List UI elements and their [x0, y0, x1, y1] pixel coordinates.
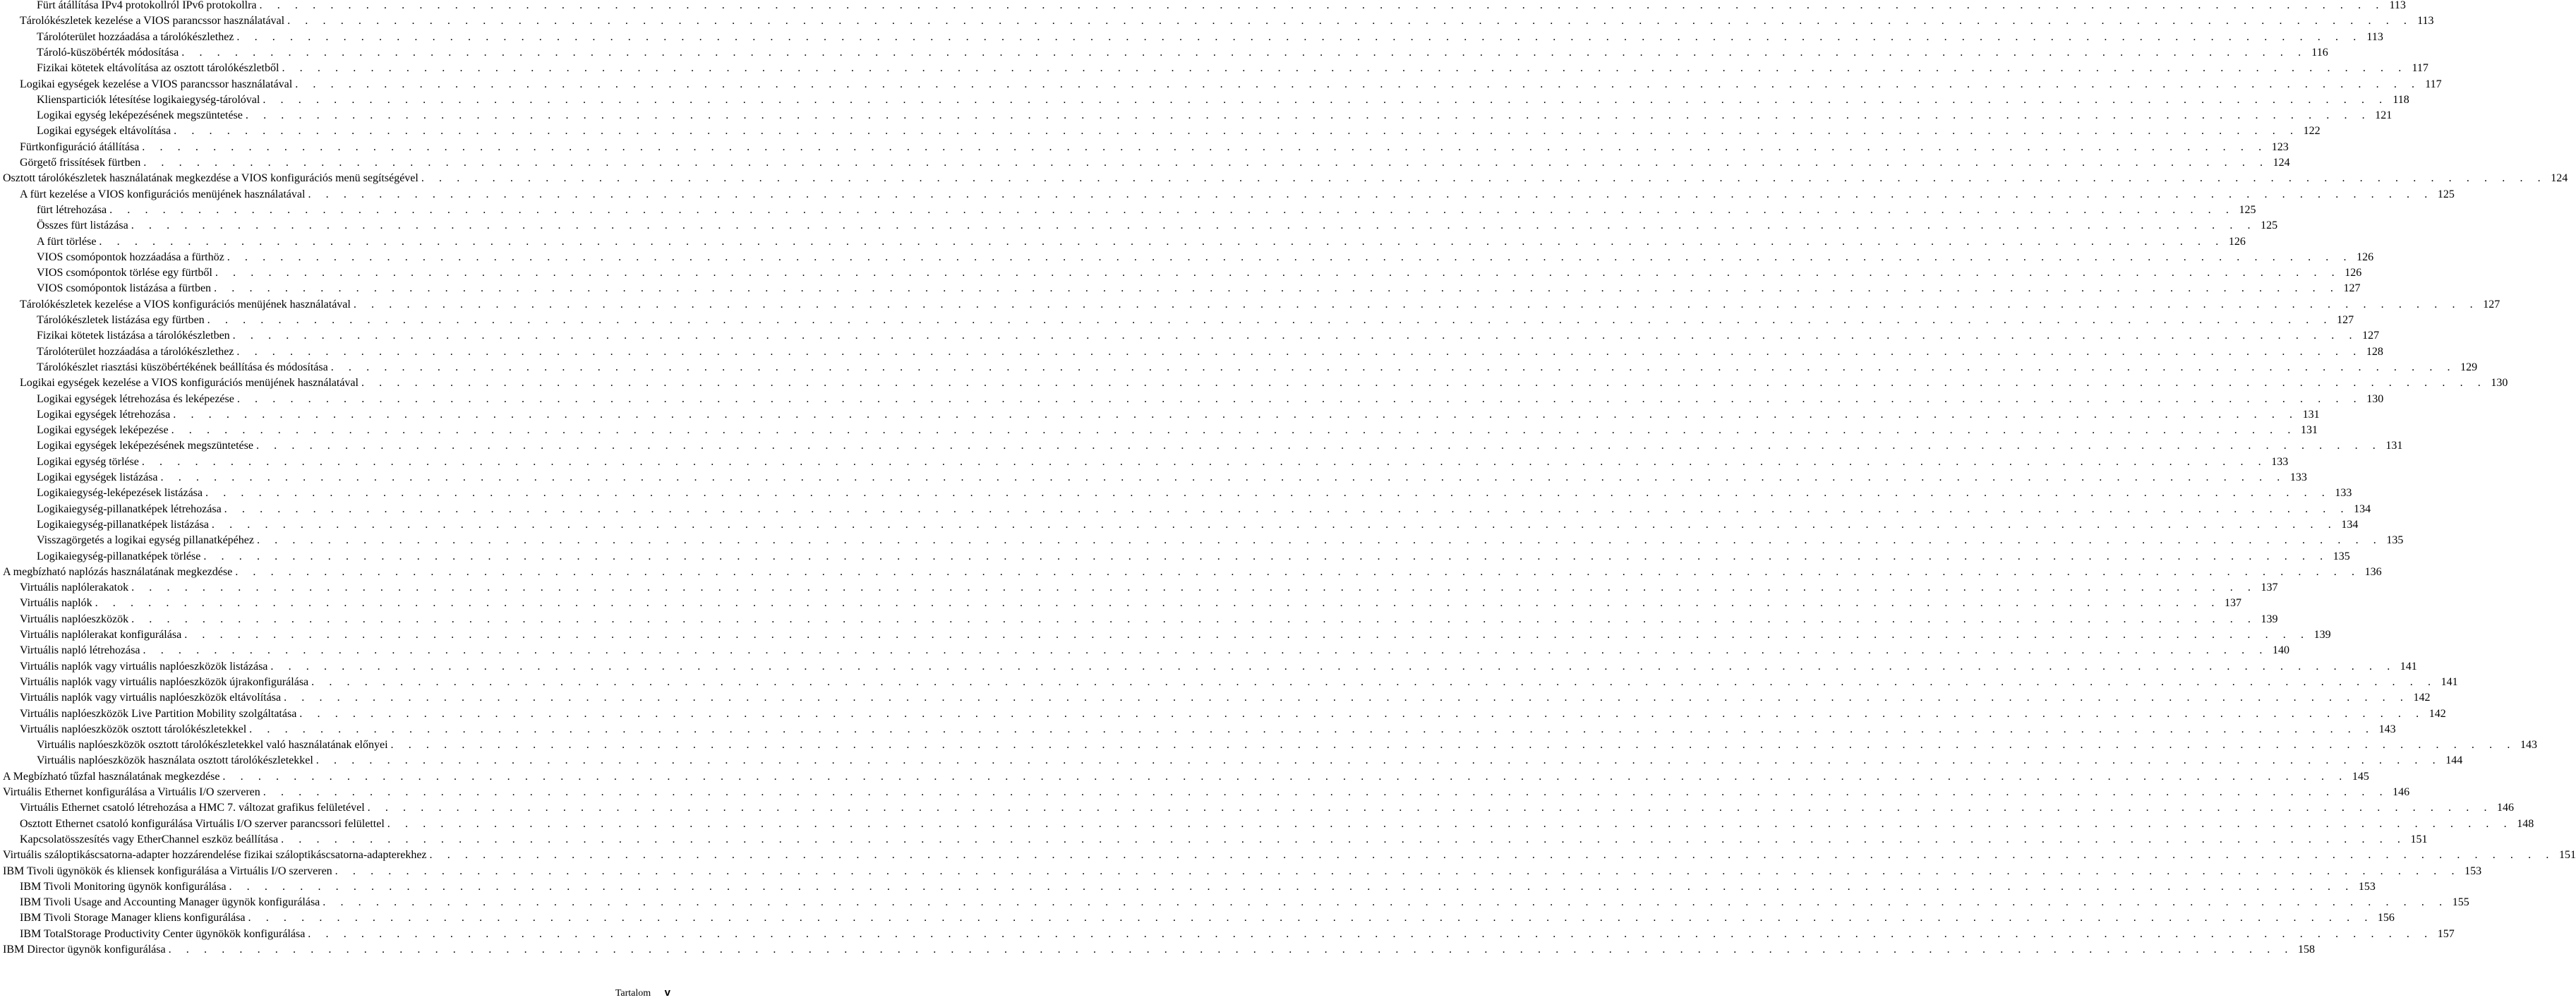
dot-leader: . . . . . . . . . . . . . . . . . . . . . . . . . . . . . . . . . . . . . . . . . . . . . . . . . . . . . . . . . . . . . . . . . . . . . . . . . . . . . . . . . . . . . . . . . . . . . . . . . . . . . . . . . . . . . . . . . . . . . . . . — [181, 46, 2307, 59]
toc-entry[interactable] — [0, 533, 2404, 548]
toc-entry-title: Osztott tárolókészletek használatának megkezdése a VIOS konfigurációs menü segítségével — [3, 172, 419, 185]
toc-entry-page: 155 — [2452, 896, 2469, 909]
toc-entry-title: Tárolókészletek kezelése a VIOS konfigurációs menüjének használatával — [20, 298, 351, 311]
toc-entry-page: 117 — [2412, 62, 2428, 75]
toc-entry[interactable] — [0, 344, 2383, 360]
toc-entry[interactable] — [0, 848, 2576, 863]
toc-entry-title: Visszagörgetés a logikai egység pillanatképéhez — [37, 534, 254, 547]
toc-entry-title: Virtuális Ethernet konfigurálása a Virtuális I/O szerveren — [3, 786, 260, 798]
toc-entry[interactable] — [0, 612, 2278, 627]
toc-entry[interactable] — [0, 77, 2442, 92]
toc-entry[interactable] — [0, 124, 2321, 139]
dot-leader: . . . . . . . . . . . . . . . . . . . . . . . . . . . . . . . . . . . . . . . . . . . . . . . . . . . . . . . . . . . . . . . . . . . . . . . . . . . . . . . . . . . . . . . . . . . . . . . . . . . . . . . . . . . . . . . . . . . . . . . . — [315, 754, 2442, 767]
toc-entry-title: Fizikai kötetek eltávolítása az osztott tárolókészletből — [37, 62, 279, 75]
dot-leader: . . . . . . . . . . . . . . . . . . . . . . . . . . . . . . . . . . . . . . . . . . . . . . . . . . . . . . . . . . . . . . . . . . . . . . . . . . . . . . . . . . . . . . . . . . . . . . . . . . . . . . . . . . . . . . . . . . . . . . . . — [184, 629, 2310, 641]
toc-entry[interactable] — [0, 722, 2396, 737]
toc-entry-page: 137 — [2261, 582, 2278, 594]
toc-entry[interactable] — [0, 470, 2307, 486]
toc-entry-title: Virtuális naplóeszközök — [20, 613, 129, 625]
toc-entry-page: 133 — [2271, 455, 2289, 468]
dot-leader: . . . . . . . . . . . . . . . . . . . . . . . . . . . . . . . . . . . . . . . . . . . . . . . . . . . . . . . . . . . . . . . . . . . . . . . . . . . . . . . . . . . . . . . . . . . . . . . . . . . . . . . . . . . . . . . . . . . . . . . . — [174, 125, 2299, 138]
dot-leader: . . . . . . . . . . . . . . . . . . . . . . . . . . . . . . . . . . . . . . . . . . . . . . . . . . . . . . . . . . . . . . . . . . . . . . . . . . . . . . . . . . . . . . . . . . . . . . . . . . . . . . . . . . . . . . . . . . . . . . . . — [141, 455, 2268, 468]
toc-entry-title: Logikai egységek kezelése a VIOS konfigurációs menüjének használatával — [20, 377, 359, 390]
toc-entry[interactable] — [0, 675, 2458, 690]
toc-entry-page: 125 — [2261, 219, 2278, 232]
dot-leader: . . . . . . . . . . . . . . . . . . . . . . . . . . . . . . . . . . . . . . . . . . . . . . . . . . . . . . . . . . . . . . . . . . . . . . . . . . . . . . . . . . . . . . . . . . . . . . . . . . . . . . . . . . . . . . . . . . . . . . . . — [99, 235, 2225, 248]
toc-entry-title: Virtuális naplóeszközök használata osztott tárolókészletekkel — [37, 754, 313, 767]
toc-entry[interactable] — [0, 250, 2374, 265]
toc-entry-page: 136 — [2364, 565, 2382, 578]
toc-entry-title: Tárolókészlet riasztási küszöbértékének beállítása és módosítása — [37, 361, 328, 373]
toc-entry-page: 122 — [2303, 125, 2321, 138]
dot-leader: . . . . . . . . . . . . . . . . . . . . . . . . . . . . . . . . . . . . . . . . . . . . . . . . . . . . . . . . . . . . . . . . . . . . . . . . . . . . . . . . . . . . . . . . . . . . . . . . . . . . . . . . . . . . . . . . . . . . . . . . — [248, 912, 2373, 924]
toc-entry[interactable] — [0, 328, 2380, 344]
toc-entry-title: IBM TotalStorage Productivity Center ügynökök konfigurálása — [20, 927, 306, 940]
toc-entry-title: Virtuális napló létrehozása — [20, 644, 140, 657]
toc-entry-page: 118 — [2393, 93, 2409, 106]
toc-entry[interactable] — [0, 942, 2316, 958]
toc-entry-page: 133 — [2335, 487, 2352, 500]
toc-entry-title: A Megbízható tűzfal használatának megkezdése — [3, 770, 220, 783]
toc-entry-title: Virtuális naplók vagy virtuális naplóeszközök eltávolítása — [20, 692, 282, 704]
toc-entry-page: 153 — [2464, 865, 2482, 877]
toc-entry-page: 140 — [2272, 644, 2289, 657]
toc-entry-page: 142 — [2428, 707, 2446, 720]
toc-entry-page: 116 — [2311, 46, 2328, 59]
dot-leader: . . . . . . . . . . . . . . . . . . . . . . . . . . . . . . . . . . . . . . . . . . . . . . . . . . . . . . . . . . . . . . . . . . . . . . . . . . . . . . . . . . . . . . . . . . . . . . . . . . . . . . . . . . . . . . . . . . . . . . . . — [214, 282, 2340, 295]
toc-entry-title: Logikai egységek eltávolítása — [37, 125, 171, 138]
toc-entry-page: 126 — [2357, 251, 2374, 263]
dot-leader: . . . . . . . . . . . . . . . . . . . . . . . . . . . . . . . . . . . . . . . . . . . . . . . . . . . . . . . . . . . . . . . . . . . . . . . . . . . . . . . . . . . . . . . . . . . . . . . . . . . . . . . . . . . . . . . . . . . . . . . . — [227, 251, 2353, 263]
toc-entry-page: 133 — [2289, 471, 2307, 483]
toc-entry[interactable] — [0, 879, 2376, 895]
toc-entry-title: VIOS csomópontok listázása a fürtben — [37, 282, 212, 295]
toc-entry[interactable] — [0, 45, 2328, 61]
toc-entry-page: 128 — [2366, 345, 2383, 358]
dot-leader: . . . . . . . . . . . . . . . . . . . . . . . . . . . . . . . . . . . . . . . . . . . . . . . . . . . . . . . . . . . . . . . . . . . . . . . . . . . . . . . . . . . . . . . . . . . . . . . . . . . . . . . . . . . . . . . . . . . . . . . . — [256, 534, 2383, 547]
dot-leader: . . . . . . . . . . . . . . . . . . . . . . . . . . . . . . . . . . . . . . . . . . . . . . . . . . . . . . . . . . . . . . . . . . . . . . . . . . . . . . . . . . . . . . . . . . . . . . . . . . . . . . . . . . . . . . . . . . . . . . . . — [281, 833, 2407, 845]
toc-entry-title: Logikaiegység-pillanatképek listázása — [37, 518, 209, 531]
toc-entry-title: Fürt átállítása IPv4 protokollról IPv6 protokollra — [37, 0, 257, 11]
dot-leader: . . . . . . . . . . . . . . . . . . . . . . . . . . . . . . . . . . . . . . . . . . . . . . . . . . . . . . . . . . . . . . . . . . . . . . . . . . . . . . . . . . . . . . . . . . . . . . . . . . . . . . . . . . . . . . . . . . . . . . . . — [308, 927, 2433, 940]
toc-entry-title: Fizikai kötetek listázása a tárolókészletben — [37, 330, 230, 342]
toc-entry-page: 148 — [2517, 817, 2534, 830]
toc-entry[interactable] — [0, 565, 2382, 580]
dot-leader: . . . . . . . . . . . . . . . . . . . . . . . . . . . . . . . . . . . . . . . . . . . . . . . . . . . . . . . . . . . . . . . . . . . . . . . . . . . . . . . . . . . . . . . . . . . . . . . . . . . . . . . . . . . . . . . . . . . . . . . . — [236, 345, 2362, 358]
toc-entry-page: 124 — [2551, 172, 2568, 185]
toc-entry[interactable] — [0, 155, 2290, 171]
dot-leader: . . . . . . . . . . . . . . . . . . . . . . . . . . . . . . . . . . . . . . . . . . . . . . . . . . . . . . . . . . . . . . . . . . . . . . . . . . . . . . . . . . . . . . . . . . . . . . . . . . . . . . . . . . . . . . . . . . . . . . . . — [270, 660, 2396, 673]
dot-leader: . . . . . . . . . . . . . . . . . . . . . . . . . . . . . . . . . . . . . . . . . . . . . . . . . . . . . . . . . . . . . . . . . . . . . . . . . . . . . . . . . . . . . . . . . . . . . . . . . . . . . . . . . . . . . . . . . . . . . . . . — [284, 692, 2409, 704]
toc-entry-page: 125 — [2437, 188, 2455, 200]
toc-entry-page: 158 — [2298, 944, 2316, 956]
toc-entry[interactable] — [0, 864, 2482, 879]
toc-entry[interactable] — [0, 0, 2406, 13]
toc-entry-page: 142 — [2413, 692, 2431, 704]
toc-entry[interactable] — [0, 643, 2289, 658]
dot-leader: . . . . . . . . . . . . . . . . . . . . . . . . . . . . . . . . . . . . . . . . . . . . . . . . . . . . . . . . . . . . . . . . . . . . . . . . . . . . . . . . . . . . . . . . . . . . . . . . . . . . . . . . . . . . . . . . . . . . . . . . — [160, 471, 2286, 483]
dot-leader: . . . . . . . . . . . . . . . . . . . . . . . . . . . . . . . . . . . . . . . . . . . . . . . . . . . . . . . . . . . . . . . . . . . . . . . . . . . . . . . . . . . . . . . . . . . . . . . . . . . . . . . . . . . . . . . . . . . . . . . . — [236, 30, 2362, 43]
toc-entry-page: 144 — [2445, 754, 2463, 767]
toc-entry-title: Logikaiegység-pillanatképek törlése — [37, 550, 201, 562]
toc-entry[interactable] — [0, 596, 2241, 611]
dot-leader: . . . . . . . . . . . . . . . . . . . . . . . . . . . . . . . . . . . . . . . . . . . . . . . . . . . . . . . . . . . . . . . . . . . . . . . . . . . . . . . . . . . . . . . . . . . . . . . . . . . . . . . . . . . . . . . . . . . . . . . . — [142, 140, 2268, 153]
toc-entry-page: 146 — [2497, 802, 2515, 814]
toc-entry[interactable] — [0, 407, 2320, 423]
toc-entry-title: fürt létrehozása — [37, 203, 107, 216]
toc-entry[interactable] — [0, 910, 2395, 926]
toc-entry[interactable] — [0, 927, 2455, 942]
dot-leader: . . . . . . . . . . . . . . . . . . . . . . . . . . . . . . . . . . . . . . . . . . . . . . . . . . . . . . . . . . . . . . . . . . . . . . . . . . . . . . . . . . . . . . . . . . . . . . . . . . . . . . . . . . . . . . . . . . . . . . . . — [299, 707, 2425, 720]
toc-entry-title: IBM Tivoli Usage and Accounting Manager ügynök konfigurálása — [20, 896, 320, 909]
toc-entry[interactable] — [0, 769, 2369, 785]
toc-entry-title: Virtuális naplóeszközök Live Partition Mobility szolgáltatása — [20, 707, 297, 720]
toc-entry-title: Tárolóterület hozzáadása a tárolókészlethez — [37, 345, 234, 358]
dot-leader: . . . . . . . . . . . . . . . . . . . . . . . . . . . . . . . . . . . . . . . . . . . . . . . . . . . . . . . . . . . . . . . . . . . . . . . . . . . . . . . . . . . . . . . . . . . . . . . . . . . . . . . . . . . . . . . . . . . . . . . . — [282, 62, 2407, 75]
toc-entry-page: 151 — [2558, 849, 2576, 862]
dot-leader: . . . . . . . . . . . . . . . . . . . . . . . . . . . . . . . . . . . . . . . . . . . . . . . . . . . . . . . . . . . . . . . . . . . . . . . . . . . . . . . . . . . . . . . . . . . . . . . . . . . . . . . . . . . . . . . . . . . . . . . . — [330, 361, 2457, 373]
dot-leader: . . . . . . . . . . . . . . . . . . . . . . . . . . . . . . . . . . . . . . . . . . . . . . . . . . . . . . . . . . . . . . . . . . . . . . . . . . . . . . . . . . . . . . . . . . . . . . . . . . . . . . . . . . . . . . . . . . . . . . . . — [367, 802, 2493, 814]
dot-leader: . . . . . . . . . . . . . . . . . . . . . . . . . . . . . . . . . . . . . . . . . . . . . . . . . . . . . . . . . . . . . . . . . . . . . . . . . . . . . . . . . . . . . . . . . . . . . . . . . . . . . . . . . . . . . . . . . . . . . . . . — [232, 330, 2359, 342]
toc-entry[interactable] — [0, 13, 2434, 29]
toc-entry-title: A megbízható naplózás használatának megkezdése — [3, 565, 233, 578]
dot-leader: . . . . . . . . . . . . . . . . . . . . . . . . . . . . . . . . . . . . . . . . . . . . . . . . . . . . . . . . . . . . . . . . . . . . . . . . . . . . . . . . . . . . . . . . . . . . . . . . . . . . . . . . . . . . . . . . . . . . . . . . — [173, 408, 2299, 421]
toc-entry[interactable] — [0, 502, 2371, 517]
dot-leader: . . . . . . . . . . . . . . . . . . . . . . . . . . . . . . . . . . . . . . . . . . . . . . . . . . . . . . . . . . . . . . . . . . . . . . . . . . . . . . . . . . . . . . . . . . . . . . . . . . . . . . . . . . . . . . . . . . . . . . . . — [353, 298, 2479, 311]
toc-entry-title: Logikai egységek létrehozása — [37, 408, 171, 421]
toc-entry-title: IBM Tivoli ügynökök és kliensek konfigurálása a Virtuális I/O szerveren — [3, 865, 332, 877]
toc-entry-title: Összes fürt listázása — [37, 219, 128, 232]
toc-entry-page: 143 — [2378, 723, 2396, 735]
dot-leader: . . . . . . . . . . . . . . . . . . . . . . . . . . . . . . . . . . . . . . . . . . . . . . . . . . . . . . . . . . . . . . . . . . . . . . . . . . . . . . . . . . . . . . . . . . . . . . . . . . . . . . . . . . . . . . . . . . . . . . . . — [131, 219, 2257, 232]
toc-entry[interactable] — [0, 627, 2331, 643]
toc-entry-title: Logikai egységek leképezése — [37, 424, 169, 437]
toc-entry-title: Tárolókészletek kezelése a VIOS parancssor használatával — [20, 15, 285, 28]
toc-entry[interactable] — [0, 61, 2428, 76]
dot-leader: . . . . . . . . . . . . . . . . . . . . . . . . . . . . . . . . . . . . . . . . . . . . . . . . . . . . . . . . . . . . . . . . . . . . . . . . . . . . . . . . . . . . . . . . . . . . . . . . . . . . . . . . . . . . . . . . . . . . . . . . — [249, 723, 2375, 735]
toc-entry-title: Virtuális naplólerakat konfigurálása — [20, 629, 182, 641]
toc-entry-title: Logikai egység leképezésének megszüntetése — [37, 109, 243, 122]
dot-leader: . . . . . . . . . . . . . . . . . . . . . . . . . . . . . . . . . . . . . . . . . . . . . . . . . . . . . . . . . . . . . . . . . . . . . . . . . . . . . . . . . . . . . . . . . . . . . . . . . . . . . . . . . . . . . . . . . . . . . . . . — [229, 880, 2354, 893]
toc-entry[interactable] — [0, 832, 2428, 848]
dot-leader: . . . . . . . . . . . . . . . . . . . . . . . . . . . . . . . . . . . . . . . . . . . . . . . . . . . . . . . . . . . . . . . . . . . . . . . . . . . . . . . . . . . . . . . . . . . . . . . . . . . . . . . . . . . . . . . . . . . . . . . . — [361, 377, 2487, 390]
toc-entry[interactable] — [0, 438, 2403, 454]
toc-entry-page: 127 — [2343, 282, 2361, 295]
toc-entry[interactable] — [0, 171, 2568, 186]
toc-entry[interactable] — [0, 234, 2246, 250]
dot-leader: . . . . . . . . . . . . . . . . . . . . . . . . . . . . . . . . . . . . . . . . . . . . . . . . . . . . . . . . . . . . . . . . . . . . . . . . . . . . . . . . . . . . . . . . . . . . . . . . . . . . . . . . . . . . . . . . . . . . . . . . — [390, 739, 2516, 752]
toc-entry-title: Logikai egységek listázása — [37, 471, 158, 483]
toc-entry-page: 130 — [2491, 377, 2508, 390]
toc-entry-title: Logikai egységek kezelése a VIOS parancssor használatával — [20, 78, 293, 90]
toc-entry-page: 129 — [2460, 361, 2478, 373]
dot-leader: . . . . . . . . . . . . . . . . . . . . . . . . . . . . . . . . . . . . . . . . . . . . . . . . . . . . . . . . . . . . . . . . . . . . . . . . . . . . . . . . . . . . . . . . . . . . . . . . . . . . . . . . . . . . . . . . . . . . . . . . — [168, 944, 2294, 956]
toc-entry-title: Virtuális naplók vagy virtuális naplóeszközök újrakonfigurálása — [20, 675, 309, 688]
toc-entry[interactable] — [0, 375, 2508, 391]
toc-entry[interactable] — [0, 486, 2352, 501]
toc-entry-page: 113 — [2389, 0, 2406, 11]
toc-entry-title: A fürt törlése — [37, 235, 97, 248]
toc-entry-title: Virtuális naplók vagy virtuális naplóeszközök listázása — [20, 660, 268, 673]
dot-leader: . . . . . . . . . . . . . . . . . . . . . . . . . . . . . . . . . . . . . . . . . . . . . . . . . . . . . . . . . . . . . . . . . . . . . . . . . . . . . . . . . . . . . . . . . . . . . . . . . . . . . . . . . . . . . . . . . . . . . . . . — [224, 502, 2350, 515]
toc-entry-page: 156 — [2377, 912, 2395, 924]
dot-leader: . . . . . . . . . . . . . . . . . . . . . . . . . . . . . . . . . . . . . . . . . . . . . . . . . . . . . . . . . . . . . . . . . . . . . . . . . . . . . . . . . . . . . . . . . . . . . . . . . . . . . . . . . . . . . . . . . . . . . . . . — [109, 203, 2235, 216]
dot-leader: . . . . . . . . . . . . . . . . . . . . . . . . . . . . . . . . . . . . . . . . . . . . . . . . . . . . . . . . . . . . . . . . . . . . . . . . . . . . . . . . . . . . . . . . . . . . . . . . . . . . . . . . . . . . . . . . . . . . . . . . — [205, 487, 2331, 500]
toc-entry-page: 145 — [2352, 770, 2369, 783]
toc-entry[interactable] — [0, 392, 2384, 407]
toc-entry-title: IBM Tivoli Storage Manager kliens konfigurálása — [20, 912, 246, 924]
footer-page-number: v — [664, 987, 670, 999]
toc-entry-title: Virtuális Ethernet csatoló létrehozása a HMC 7. változat grafikus felületével — [20, 802, 365, 814]
toc-entry[interactable] — [0, 454, 2289, 470]
toc-entry-page: 141 — [2440, 675, 2458, 688]
toc-entry-title: Logikai egységek létrehozása és leképezése — [37, 392, 234, 405]
toc-entry-title: Logikaiegység-pillanatképek létrehozása — [37, 502, 222, 515]
toc-entry-title: Kapcsolatösszesítés vagy EtherChannel eszköz beállítása — [20, 833, 279, 845]
toc-entry-page: 151 — [2410, 833, 2428, 845]
toc-entry-page: 113 — [2417, 15, 2434, 28]
toc-entry[interactable] — [0, 313, 2354, 328]
toc-entry-page: 137 — [2224, 597, 2241, 610]
dot-leader: . . . . . . . . . . . . . . . . . . . . . . . . . . . . . . . . . . . . . . . . . . . . . . . . . . . . . . . . . . . . . . . . . . . . . . . . . . . . . . . . . . . . . . . . . . . . . . . . . . . . . . . . . . . . . . . . . . . . . . . . — [222, 770, 2348, 783]
toc-entry-page: 121 — [2375, 109, 2393, 122]
toc-entry-title: Fürtkonfiguráció átállítása — [20, 140, 140, 153]
toc-entry[interactable] — [0, 203, 2256, 218]
dot-leader: . . . . . . . . . . . . . . . . . . . . . . . . . . . . . . . . . . . . . . . . . . . . . . . . . . . . . . . . . . . . . . . . . . . . . . . . . . . . . . . . . . . . . . . . . . . . . . . . . . . . . . . . . . . . . . . . . . . . . . . . — [143, 157, 2269, 169]
dot-leader: . . . . . . . . . . . . . . . . . . . . . . . . . . . . . . . . . . . . . . . . . . . . . . . . . . . . . . . . . . . . . . . . . . . . . . . . . . . . . . . . . . . . . . . . . . . . . . . . . . . . . . . . . . . . . . . . . . . . . . . . — [211, 518, 2337, 531]
dot-leader: . . . . . . . . . . . . . . . . . . . . . . . . . . . . . . . . . . . . . . . . . . . . . . . . . . . . . . . . . . . . . . . . . . . . . . . . . . . . . . . . . . . . . . . . . . . . . . . . . . . . . . . . . . . . . . . . . . . . . . . . — [143, 644, 2268, 657]
toc-entry[interactable] — [0, 360, 2478, 375]
toc-entry[interactable] — [0, 895, 2469, 910]
toc-entry[interactable] — [0, 140, 2289, 155]
toc-entry-title: Osztott Ethernet csatoló konfigurálása Virtuális I/O szerver parancssori felülettel — [20, 817, 385, 830]
toc-entry-title: Kliensparticiók létesítése logikaiegység-tárolóval — [37, 93, 260, 106]
dot-leader: . . . . . . . . . . . . . . . . . . . . . . . . . . . . . . . . . . . . . . . . . . . . . . . . . . . . . . . . . . . . . . . . . . . . . . . . . . . . . . . . . . . . . . . . . . . . . . . . . . . . . . . . . . . . . . . . . . . . . . . . — [236, 392, 2363, 405]
toc-entry-title: A fürt kezelése a VIOS konfigurációs menüjének használatával — [20, 188, 306, 200]
toc-entry[interactable] — [0, 659, 2417, 675]
toc-entry-title: Virtuális naplók — [20, 597, 92, 610]
toc-entry-page: 113 — [2366, 30, 2383, 43]
toc-entry-page: 127 — [2362, 330, 2380, 342]
toc-entry-page: 157 — [2437, 927, 2455, 940]
dot-leader: . . . . . . . . . . . . . . . . . . . . . . . . . . . . . . . . . . . . . . . . . . . . . . . . . . . . . . . . . . . . . . . . . . . . . . . . . . . . . . . . . . . . . . . . . . . . . . . . . . . . . . . . . . . . . . . . . . . . . . . . — [235, 565, 2361, 578]
toc-entry-title: Tárolóterület hozzáadása a tárolókészlethez — [37, 30, 234, 43]
dot-leader: . . . . . . . . . . . . . . . . . . . . . . . . . . . . . . . . . . . . . . . . . . . . . . . . . . . . . . . . . . . . . . . . . . . . . . . . . . . . . . . . . . . . . . . . . . . . . . . . . . . . . . . . . . . . . . . . . . . . . . . . — [255, 440, 2382, 452]
dot-leader: . . . . . . . . . . . . . . . . . . . . . . . . . . . . . . . . . . . . . . . . . . . . . . . . . . . . . . . . . . . . . . . . . . . . . . . . . . . . . . . . . . . . . . . . . . . . . . . . . . . . . . . . . . . . . . . . . . . . . . . . — [263, 786, 2389, 798]
toc-entry-title: VIOS csomópontok hozzáadása a fürthöz — [37, 251, 224, 263]
dot-leader: . . . . . . . . . . . . . . . . . . . . . . . . . . . . . . . . . . . . . . . . . . . . . . . . . . . . . . . . . . . . . . . . . . . . . . . . . . . . . . . . . . . . . . . . . . . . . . . . . . . . . . . . . . . . . . . . . . . . . . . . — [131, 582, 2257, 594]
toc-entry-page: 131 — [2300, 424, 2318, 437]
toc-entry-title: IBM Director ügynök konfigurálása — [3, 944, 166, 956]
toc-entry-title: IBM Tivoli Monitoring ügynök konfigurálása — [20, 880, 227, 893]
toc-entry[interactable] — [0, 281, 2361, 296]
toc-entry-page: 141 — [2400, 660, 2417, 673]
toc-entry-page: 135 — [2386, 534, 2404, 547]
toc-entry[interactable] — [0, 690, 2431, 706]
toc-entry-page: 139 — [2313, 629, 2331, 641]
toc-entry-title: Logikaiegység-leképezések listázása — [37, 487, 203, 500]
dot-leader: . . . . . . . . . . . . . . . . . . . . . . . . . . . . . . . . . . . . . . . . . . . . . . . . . . . . . . . . . . . . . . . . . . . . . . . . . . . . . . . . . . . . . . . . . . . . . . . . . . . . . . . . . . . . . . . . . . . . . . . . — [171, 424, 2297, 437]
toc-entry-page: 134 — [2354, 502, 2371, 515]
toc-entry[interactable] — [0, 706, 2446, 722]
toc-entry-page: 134 — [2341, 518, 2359, 531]
toc-entry-title: Virtuális naplólerakatok — [20, 582, 129, 594]
toc-entry[interactable] — [0, 817, 2534, 832]
toc-entry-page: 139 — [2261, 613, 2278, 625]
toc-entry[interactable] — [0, 265, 2362, 281]
toc-entry-title: Tárolókészletek listázása egy fürtben — [37, 314, 205, 326]
toc-entry-page: 131 — [2302, 408, 2320, 421]
toc-entry-page: 124 — [2273, 157, 2290, 169]
dot-leader: . . . . . . . . . . . . . . . . . . . . . . . . . . . . . . . . . . . . . . . . . . . . . . . . . . . . . . . . . . . . . . . . . . . . . . . . . . . . . . . . . . . . . . . . . . . . . . . . . . . . . . . . . . . . . . . . . . . . . . . . — [335, 865, 2461, 877]
toc-entry-page: 126 — [2345, 267, 2362, 279]
toc-entry-title: Virtuális naplóeszközök osztott tárolókészletekkel — [20, 723, 247, 735]
dot-leader: . . . . . . . . . . . . . . . . . . . . . . . . . . . . . . . . . . . . . . . . . . . . . . . . . . . . . . . . . . . . . . . . . . . . . . . . . . . . . . . . . . . . . . . . . . . . . . . . . . . . . . . . . . . . . . . . . . . . . . . . — [311, 675, 2437, 688]
toc-entry[interactable] — [0, 108, 2393, 124]
toc-entry[interactable] — [0, 517, 2359, 533]
toc-entry-title: Virtuális naplóeszközök osztott tárolókészletekkel való használatának előnyei — [37, 739, 388, 752]
toc-entry-title: Virtuális száloptikáscsatorna-adapter hozzárendelése fizikai száloptikáscsatorna-adapterekhez — [3, 849, 427, 862]
toc-entry-title: Logikai egységek leképezésének megszüntetése — [37, 440, 253, 452]
dot-leader: . . . . . . . . . . . . . . . . . . . . . . . . . . . . . . . . . . . . . . . . . . . . . . . . . . . . . . . . . . . . . . . . . . . . . . . . . . . . . . . . . . . . . . . . . . . . . . . . . . . . . . . . . . . . . . . . . . . . . . . . — [263, 93, 2388, 106]
toc-entry-page: 123 — [2271, 140, 2289, 153]
toc-entry-page: 135 — [2333, 550, 2350, 562]
toc-entry-page: 117 — [2425, 78, 2442, 90]
dot-leader: . . . . . . . . . . . . . . . . . . . . . . . . . . . . . . . . . . . . . . . . . . . . . . . . . . . . . . . . . . . . . . . . . . . . . . . . . . . . . . . . . . . . . . . . . . . . . . . . . . . . . . . . . . . . . . . . . . . . . . . . — [215, 267, 2341, 279]
dot-leader: . . . . . . . . . . . . . . . . . . . . . . . . . . . . . . . . . . . . . . . . . . . . . . . . . . . . . . . . . . . . . . . . . . . . . . . . . . . . . . . . . . . . . . . . . . . . . . . . . . . . . . . . . . . . . . . . . . . . . . . . — [308, 188, 2433, 200]
toc-entry-title: Tároló-küszöbérték módosítása — [37, 46, 179, 59]
dot-leader: . . . . . . . . . . . . . . . . . . . . . . . . . . . . . . . . . . . . . . . . . . . . . . . . . . . . . . . . . . . . . . . . . . . . . . . . . . . . . . . . . . . . . . . . . . . . . . . . . . . . . . . . . . . . . . . . . . . . . . . . — [387, 817, 2513, 830]
toc-entry[interactable] — [0, 785, 2410, 800]
toc-entry[interactable] — [0, 218, 2278, 234]
dot-leader: . . . . . . . . . . . . . . . . . . . . . . . . . . . . . . . . . . . . . . . . . . . . . . . . . . . . . . . . . . . . . . . . . . . . . . . . . . . . . . . . . . . . . . . . . . . . . . . . . . . . . . . . . . . . . . . . . . . . . . . . — [203, 550, 2329, 562]
dot-leader: . . . . . . . . . . . . . . . . . . . . . . . . . . . . . . . . . . . . . . . . . . . . . . . . . . . . . . . . . . . . . . . . . . . . . . . . . . . . . . . . . . . . . . . . . . . . . . . . . . . . . . . . . . . . . . . . . . . . . . . . — [259, 0, 2385, 11]
toc-entry-page: 130 — [2366, 392, 2384, 405]
toc-entry[interactable] — [0, 297, 2500, 313]
toc-entry[interactable] — [0, 187, 2455, 203]
toc-entry[interactable] — [0, 92, 2409, 108]
toc-entry-page: 126 — [2228, 235, 2246, 248]
toc-entry[interactable] — [0, 30, 2383, 45]
toc-entry-title: VIOS csomópontok törlése egy fürtből — [37, 267, 212, 279]
toc-entry-page: 146 — [2393, 786, 2410, 798]
toc-entry[interactable] — [0, 737, 2537, 753]
toc-entry[interactable] — [0, 580, 2278, 596]
dot-leader: . . . . . . . . . . . . . . . . . . . . . . . . . . . . . . . . . . . . . . . . . . . . . . . . . . . . . . . . . . . . . . . . . . . . . . . . . . . . . . . . . . . . . . . . . . . . . . . . . . . . . . . . . . . . . . . . . . . . . . . . — [207, 314, 2333, 326]
page-footer — [615, 987, 670, 1000]
toc-entry-page: 153 — [2358, 880, 2376, 893]
footer-label: Tartalom — [615, 988, 651, 999]
toc-entry[interactable] — [0, 800, 2515, 816]
toc-entry-page: 125 — [2239, 203, 2256, 216]
toc-entry-page: 143 — [2520, 739, 2537, 752]
toc-entry[interactable] — [0, 423, 2318, 438]
dot-leader: . . . . . . . . . . . . . . . . . . . . . . . . . . . . . . . . . . . . . . . . . . . . . . . . . . . . . . . . . . . . . . . . . . . . . . . . . . . . . . . . . . . . . . . . . . . . . . . . . . . . . . . . . . . . . . . . . . . . . . . . — [429, 849, 2555, 862]
toc-entry[interactable] — [0, 549, 2350, 565]
dot-leader: . . . . . . . . . . . . . . . . . . . . . . . . . . . . . . . . . . . . . . . . . . . . . . . . . . . . . . . . . . . . . . . . . . . . . . . . . . . . . . . . . . . . . . . . . . . . . . . . . . . . . . . . . . . . . . . . . . . . . . . . — [95, 597, 2220, 610]
toc-entry[interactable] — [0, 753, 2463, 769]
dot-leader: . . . . . . . . . . . . . . . . . . . . . . . . . . . . . . . . . . . . . . . . . . . . . . . . . . . . . . . . . . . . . . . . . . . . . . . . . . . . . . . . . . . . . . . . . . . . . . . . . . . . . . . . . . . . . . . . . . . . . . . . — [323, 896, 2448, 909]
dot-leader: . . . . . . . . . . . . . . . . . . . . . . . . . . . . . . . . . . . . . . . . . . . . . . . . . . . . . . . . . . . . . . . . . . . . . . . . . . . . . . . . . . . . . . . . . . . . . . . . . . . . . . . . . . . . . . . . . . . . . . . . — [287, 15, 2413, 28]
toc-entry-page: 127 — [2337, 314, 2354, 326]
toc-entry-title: Logikai egység törlése — [37, 455, 139, 468]
toc-entry-title: Görgető frissítések fürtben — [20, 157, 141, 169]
dot-leader: . . . . . . . . . . . . . . . . . . . . . . . . . . . . . . . . . . . . . . . . . . . . . . . . . . . . . . . . . . . . . . . . . . . . . . . . . . . . . . . . . . . . . . . . . . . . . . . . . . . . . . . . . . . . . . . . . . . . . . . . — [295, 78, 2421, 90]
dot-leader: . . . . . . . . . . . . . . . . . . . . . . . . . . . . . . . . . . . . . . . . . . . . . . . . . . . . . . . . . . . . . . . . . . . . . . . . . . . . . . . . . . . . . . . . . . . . . . . . . . . . . . . . . . . . . . . . . . . . . . . . — [421, 172, 2547, 185]
dot-leader: . . . . . . . . . . . . . . . . . . . . . . . . . . . . . . . . . . . . . . . . . . . . . . . . . . . . . . . . . . . . . . . . . . . . . . . . . . . . . . . . . . . . . . . . . . . . . . . . . . . . . . . . . . . . . . . . . . . . . . . . — [245, 109, 2371, 122]
dot-leader: . . . . . . . . . . . . . . . . . . . . . . . . . . . . . . . . . . . . . . . . . . . . . . . . . . . . . . . . . . . . . . . . . . . . . . . . . . . . . . . . . . . . . . . . . . . . . . . . . . . . . . . . . . . . . . . . . . . . . . . . — [131, 613, 2257, 625]
toc-entry-page: 127 — [2483, 298, 2500, 311]
toc-entry-page: 131 — [2385, 440, 2403, 452]
